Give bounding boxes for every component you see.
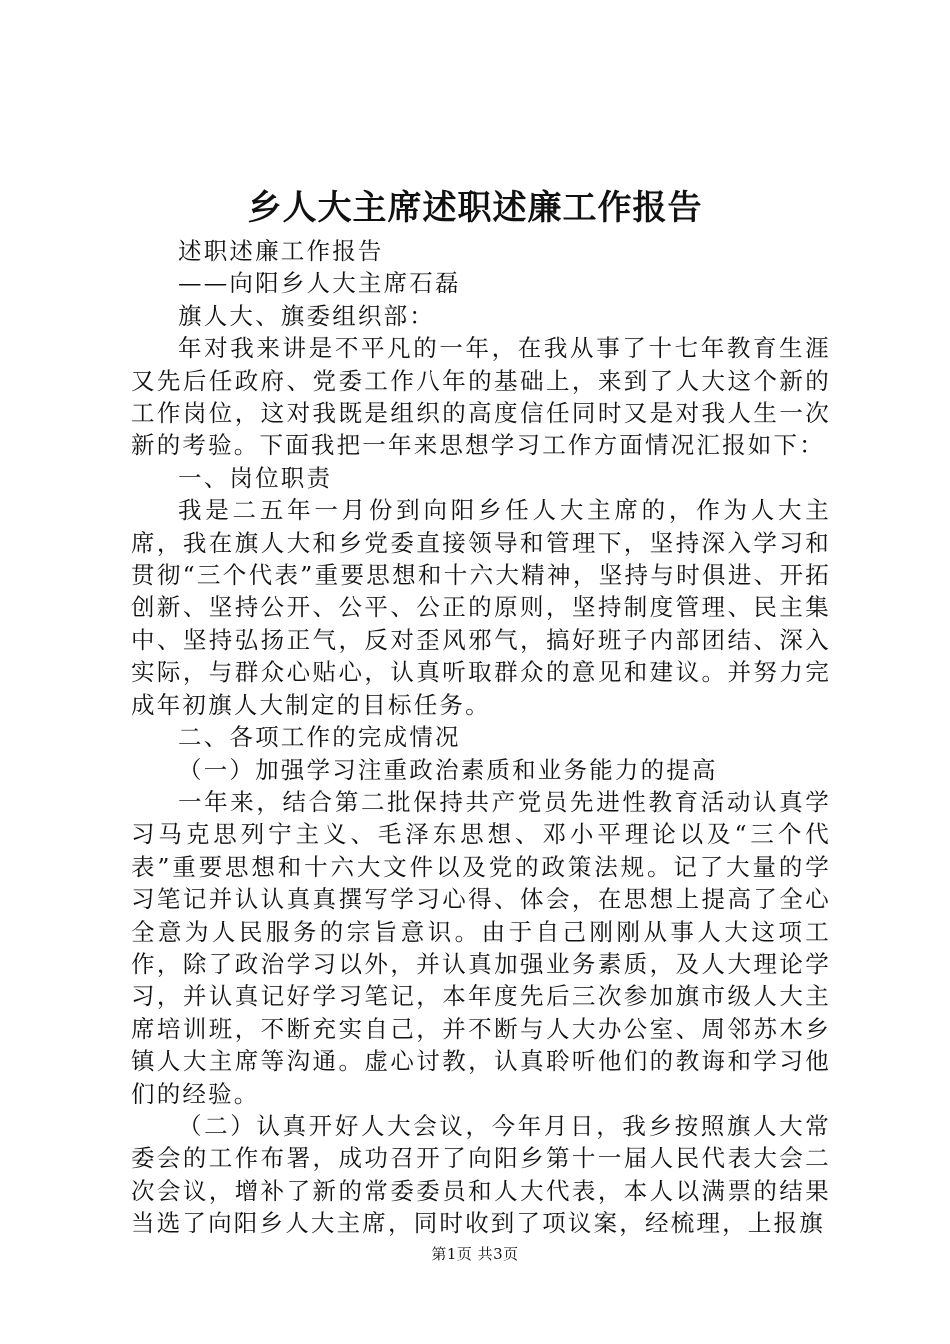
paragraph-intro: 年对我来讲是不平凡的一年，在我从事了十七年教育生涯又先后任政府、党委工作八年的基础上，来到了人大这个新的工作岗位，这对我既是组织的高度信任同时又是对我人生一次新的考验。下面我把一年来思想学习工作方面情况汇报如下：	[131, 334, 831, 460]
paragraph-study: 一年来，结合第二批保持共产党员先进性教育活动认真学习马克思列宁主义、毛泽东思想、邓小平理论以及“三个代表”重要思想和十六大文件以及党的政策法规。记了大量的学习笔记并认认真真撰写学习心得、体会，在思想上提高了全心全意为人民服务的宗旨意识。由于自己刚刚从事人大这项工作，除了政治学习以外，并认真加强业务素质，及人大理论学习，并认真记好学习笔记，本年度先后三次参加旗市级人大主席培训班，不断充实自己，并不断与人大办公室、周邻苏木乡镇人大主席等沟通。虚心讨教，认真聆听他们的教诲和学习他们的经验。	[131, 787, 831, 1108]
section-heading-work: 二、各项工作的完成情况	[178, 723, 461, 752]
paragraph-salutation: 旗人大、旗委组织部：	[178, 301, 435, 330]
subsection-heading-study: （一）加强学习注重政治素质和业务能力的提高	[178, 755, 718, 784]
paragraph-meetings: （二）认真开好人大会议，今年月日，我乡按照旗人大常委会的工作布署，成功召开了向阳乡第十一届人民代表大会二次会议，增补了新的常委委员和人大代表，本人以满票的结果当选了向阳乡人大主席，同时收到了项议案，经梳理，上报旗	[131, 1111, 831, 1238]
section-heading-duties: 一、岗位职责	[178, 463, 333, 492]
document-title: 乡人大主席述职述廉工作报告	[247, 188, 703, 228]
document-body	[131, 235, 831, 1240]
page-number-footer: 第1页 共3页	[431, 1245, 519, 1263]
paragraph-heading: 述职述廉工作报告	[178, 237, 384, 265]
paragraph-duties: 我是二五年一月份到向阳乡任人大主席的，作为人大主席，我在旗人大和乡党委直接领导和管理下，坚持深入学习和贯彻“三个代表”重要思想和十六大精神，坚持与时俱进、开拓创新、坚持公开、公平、公正的原则，坚持制度管理、民主集中、坚持弘扬正气，反对歪风邪气，搞好班子内部团结、深入实际，与群众心贴心，认真听取群众的意见和建议。并努力完成年初旗人大制定的目标任务。	[131, 496, 831, 719]
paragraph-author: ——向阳乡人大主席石磊	[178, 269, 461, 298]
